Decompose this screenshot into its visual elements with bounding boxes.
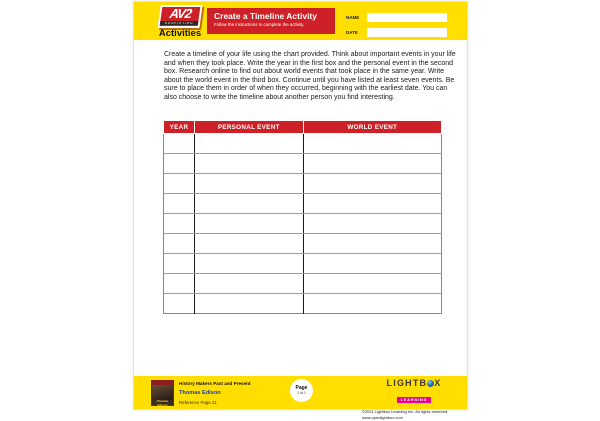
av2-tagline: NONFICTION <box>160 21 199 25</box>
header-band <box>134 2 467 40</box>
table-cell[interactable] <box>194 194 303 214</box>
lightbox-logo <box>362 379 466 388</box>
copyright-text: ©2021 Lightbox Learning Inc. All rights reserved. <box>362 409 449 414</box>
lightbox-logo-text-left: LIGHTB <box>386 378 428 388</box>
table-cell[interactable] <box>303 294 441 314</box>
column-header: YEAR <box>164 121 195 134</box>
table-cell[interactable] <box>164 214 195 234</box>
table-cell[interactable] <box>303 194 441 214</box>
page-subtitle: Follow the instructions to complete the activity. <box>214 22 305 27</box>
learning-badge: LEARNING <box>397 397 432 403</box>
table-row <box>164 154 442 174</box>
table-row <box>164 254 442 274</box>
table-header-row <box>164 121 442 134</box>
lightbox-branding <box>362 379 466 421</box>
table-row <box>164 234 442 254</box>
table-cell[interactable] <box>194 234 303 254</box>
name-label: NAME <box>346 15 360 20</box>
table-cell[interactable] <box>164 174 195 194</box>
table-cell[interactable] <box>194 274 303 294</box>
table-cell[interactable] <box>164 274 195 294</box>
table-row <box>164 214 442 234</box>
instructions-text: Create a timeline of your life using the chart provided. Think about important events in your life and when they took place. Write the year in the first box and the personal event in the second box. Research online to find out about world events that took place in the same year. Write about the world event in the third box. Continue until you have listed at least seven events. Be sure to place them in order of when they occurred, beginning with the earliest date. You can also choose to write the timeline about another person you find interesting. <box>164 51 456 101</box>
table-cell[interactable] <box>194 174 303 194</box>
page-label: Page <box>295 385 308 391</box>
footer-band <box>134 376 467 420</box>
book-cover-title: Thomas Edison <box>156 399 169 407</box>
table-cell[interactable] <box>303 234 441 254</box>
table-cell[interactable] <box>303 254 441 274</box>
name-input[interactable] <box>367 13 447 22</box>
table-row <box>164 194 442 214</box>
date-input[interactable] <box>367 28 447 37</box>
series-title: History Makers Past and Present <box>179 381 251 386</box>
av2-brand-text: AV2 <box>168 6 193 21</box>
activities-label: Activities <box>158 28 202 39</box>
table-cell[interactable] <box>303 154 441 174</box>
table-cell[interactable] <box>194 294 303 314</box>
table-cell[interactable] <box>194 154 303 174</box>
table-cell[interactable] <box>164 134 195 154</box>
column-header: PERSONAL EVENT <box>194 121 303 134</box>
book-cover-photo <box>152 385 173 400</box>
website-link[interactable]: www.openlightbox.com <box>362 415 403 420</box>
table-cell[interactable] <box>194 214 303 234</box>
table-row <box>164 134 442 154</box>
table-row <box>164 174 442 194</box>
table-cell[interactable] <box>164 194 195 214</box>
table-cell[interactable] <box>164 154 195 174</box>
date-label: DATE <box>346 30 358 35</box>
table-cell[interactable] <box>303 214 441 234</box>
table-row <box>164 274 442 294</box>
table-cell[interactable] <box>194 254 303 274</box>
table-cell[interactable] <box>303 134 441 154</box>
table-cell[interactable] <box>303 174 441 194</box>
page-title: Create a Timeline Activity <box>214 11 317 21</box>
table-cell[interactable] <box>303 274 441 294</box>
table-cell[interactable] <box>164 254 195 274</box>
worksheet-page <box>133 1 468 420</box>
book-cover-thumbnail <box>151 380 174 406</box>
lightbox-logo-text-right: X <box>434 378 442 388</box>
table-cell[interactable] <box>164 294 195 314</box>
title-box <box>207 8 335 34</box>
column-header: WORLD EVENT <box>303 121 441 134</box>
book-info <box>179 379 251 407</box>
page-info: 1 of 1 <box>297 391 306 395</box>
book-title: Thomas Edison <box>179 390 221 396</box>
reference-page: Reference Page 21 <box>179 400 217 405</box>
av2-logo <box>157 5 202 28</box>
table-row <box>164 294 442 314</box>
table-cell[interactable] <box>164 234 195 254</box>
table-cell[interactable] <box>194 134 303 154</box>
page-number-badge <box>290 379 313 402</box>
timeline-table <box>163 120 442 314</box>
